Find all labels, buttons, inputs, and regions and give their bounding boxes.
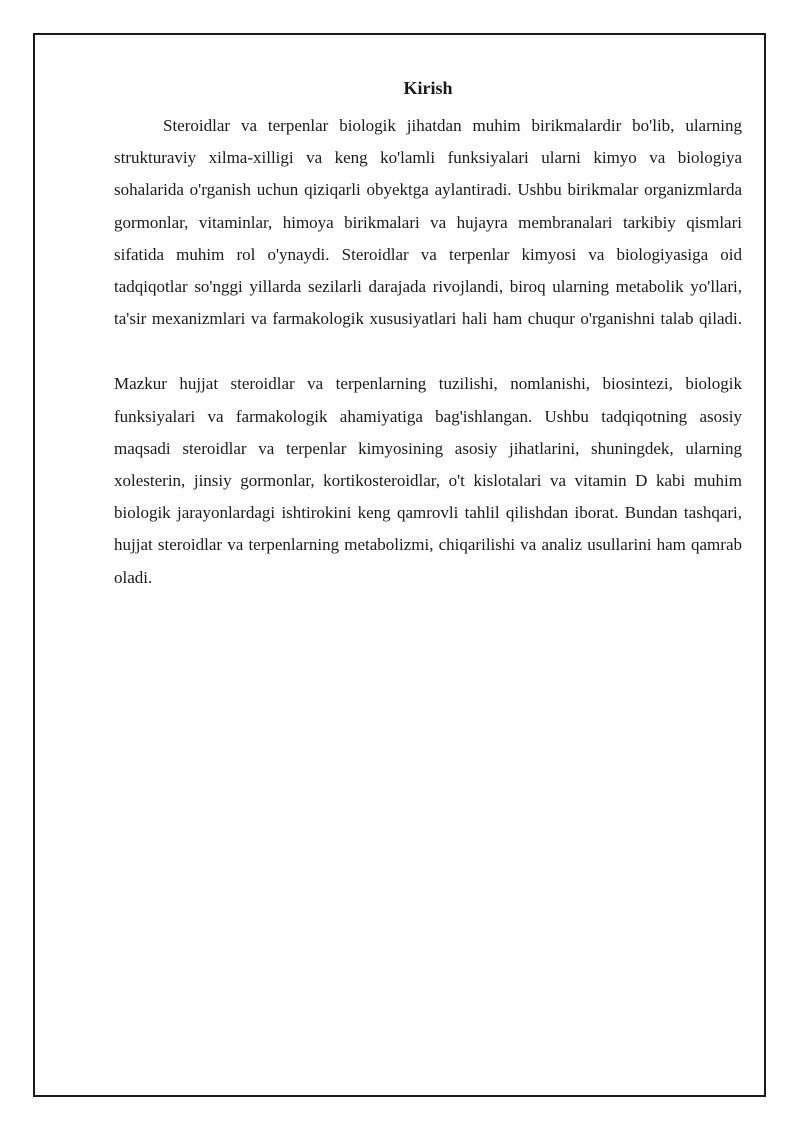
- paragraph-purpose: Mazkur hujjat steroidlar va terpenlarning tuzilishi, nomlanishi, biosintezi, biologik funksiyalari va farmakologik ahamiyatiga bag'ishlangan. Ushbu tadqiqotning asosiy maqsadi steroidlar va terpenlar kimyosining asosiy jihatlarini, shuningdek, ularning xolesterin, jinsiy gormonlar, kortikosteroidlar, o't kislotalari va vitamin D kabi muhim biologik jarayonlardagi ishtirokini keng qamrovli tahlil qilishdan iborat. Bundan tashqari, hujjat steroidlar va terpenlarning metabolizmi, chiqarilishi va analiz usullarini ham qamrab oladi.: [114, 374, 742, 587]
- paragraph-introduction: Steroidlar va terpenlar biologik jihatdan muhim birikmalardir bo'lib, ularning strukturaviy xilma-xilligi va keng ko'lamli funksiyalari ularni kimyo va biologiya sohalarida o'rganish uchun qiziqarli obyektga aylantiradi. Ushbu birikmalar organizmlarda gormonlar, vitaminlar, himoya birikmalari va hujayra membranalari tarkibiy qismlari sifatida muhim rol o'ynaydi. Steroidlar va terpenlar kimyosi va biologiyasiga oid tadqiqotlar so'nggi yillarda sezilarli darajada rivojlandi, biroq ularning metabolik yo'llari, ta'sir mexanizmlari va farmakologik xususiyatlari hali ham chuqur o'rganishni talab qiladi.: [114, 116, 742, 329]
- document-body: [114, 76, 742, 594]
- section-heading: Kirish: [403, 78, 453, 98]
- paragraph-spacer: [114, 335, 742, 368]
